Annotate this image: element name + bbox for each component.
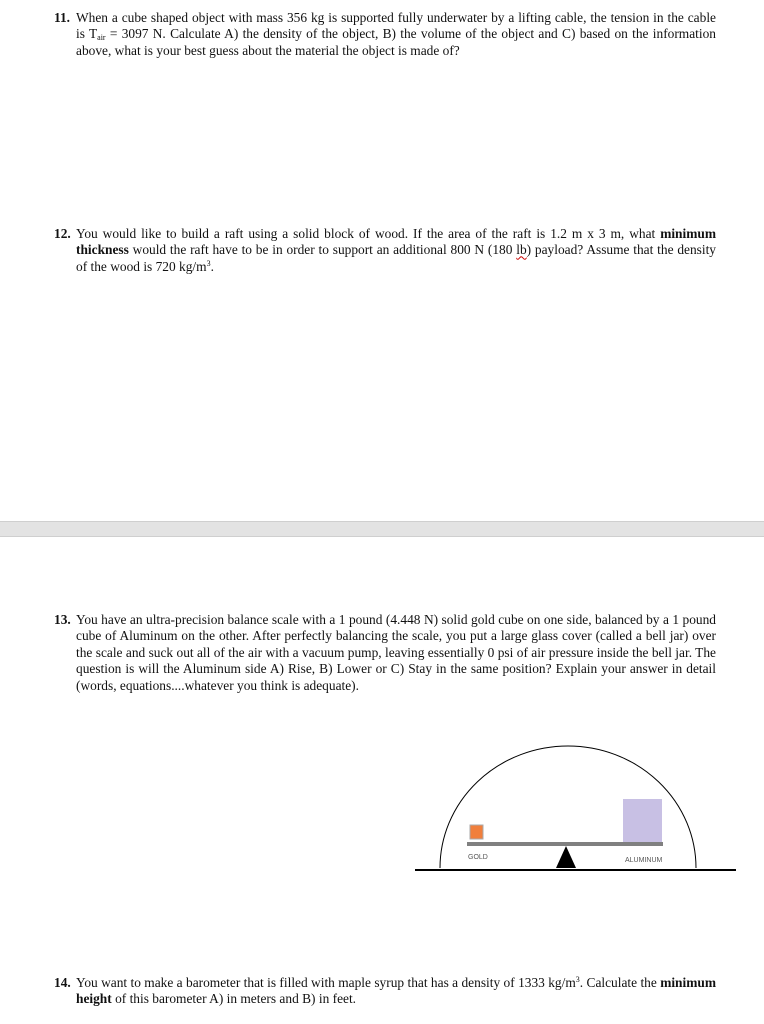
gold-cube bbox=[470, 825, 483, 839]
emphasis: minimum height bbox=[76, 975, 716, 1007]
superscript: 3 bbox=[575, 975, 580, 984]
bell-jar-figure bbox=[400, 745, 740, 875]
fulcrum bbox=[556, 846, 576, 868]
question-text bbox=[54, 975, 716, 1008]
question-number: 11. bbox=[54, 10, 70, 25]
text-part: of this barometer A) in meters and B) in feet. bbox=[111, 991, 357, 1007]
question-14 bbox=[54, 975, 716, 1008]
text-part: . Calculate the bbox=[579, 975, 661, 990]
superscript: 3 bbox=[206, 258, 211, 268]
balance-diagram bbox=[400, 745, 740, 875]
text-part: You would like to build a raft using a solid block of wood. If the area of the raft is 1.2 m x 3 m, what bbox=[76, 226, 661, 241]
question-number: 13. bbox=[54, 612, 71, 627]
subscript: air bbox=[97, 33, 106, 43]
text-part: = 3097 N. Calculate A) the density of the object, B) the volume of the object and C) based on the information above, what is your best guess about the material the object is made of? bbox=[76, 26, 716, 58]
question-text: You have an ultra-precision balance scale with a 1 pound (4.448 N) solid gold cube on one side, balanced by a 1 pound cube of Aluminum on the other. After perfectly balancing the scale, you put a large glass cover (called a bell jar) over the scale and suck out all of the air with a vacuum pump, leaving essentially 0 psi of air pressure inside the bell jar. The question is will the Aluminum side A) Rise, B) Lower or C) Stay in the same position? Explain your answer in detail (words, equations....whatever you think is adequate). bbox=[76, 612, 716, 693]
question-text bbox=[54, 10, 716, 59]
question-12 bbox=[54, 226, 716, 275]
text-part: When a cube shaped object with mass 356 kg is supported fully underwater by a lifting cable, the tension in the cable is T bbox=[76, 10, 716, 42]
text-part: would the raft have to be in order to support an additional 800 N (180 bbox=[128, 242, 517, 258]
question-text bbox=[54, 226, 716, 275]
text-part: ) payload? Assume that the density of the wood is 720 kg/m bbox=[76, 242, 717, 274]
page-break bbox=[0, 521, 764, 537]
aluminum-label: ALUMINUM bbox=[625, 857, 663, 864]
question-number: 14. bbox=[54, 975, 71, 990]
emphasis: minimum thickness bbox=[76, 226, 716, 258]
balance-beam bbox=[467, 842, 663, 846]
question-number: 12. bbox=[54, 226, 71, 241]
text-part: . bbox=[210, 258, 214, 274]
question-13 bbox=[54, 612, 716, 694]
question-11 bbox=[54, 10, 716, 59]
gold-label: GOLD bbox=[468, 854, 488, 861]
aluminum-cube bbox=[623, 799, 662, 843]
spellcheck-word: lb bbox=[516, 242, 527, 258]
text-part: You want to make a barometer that is filled with maple syrup that has a density of 1333 kg/m bbox=[76, 975, 576, 990]
